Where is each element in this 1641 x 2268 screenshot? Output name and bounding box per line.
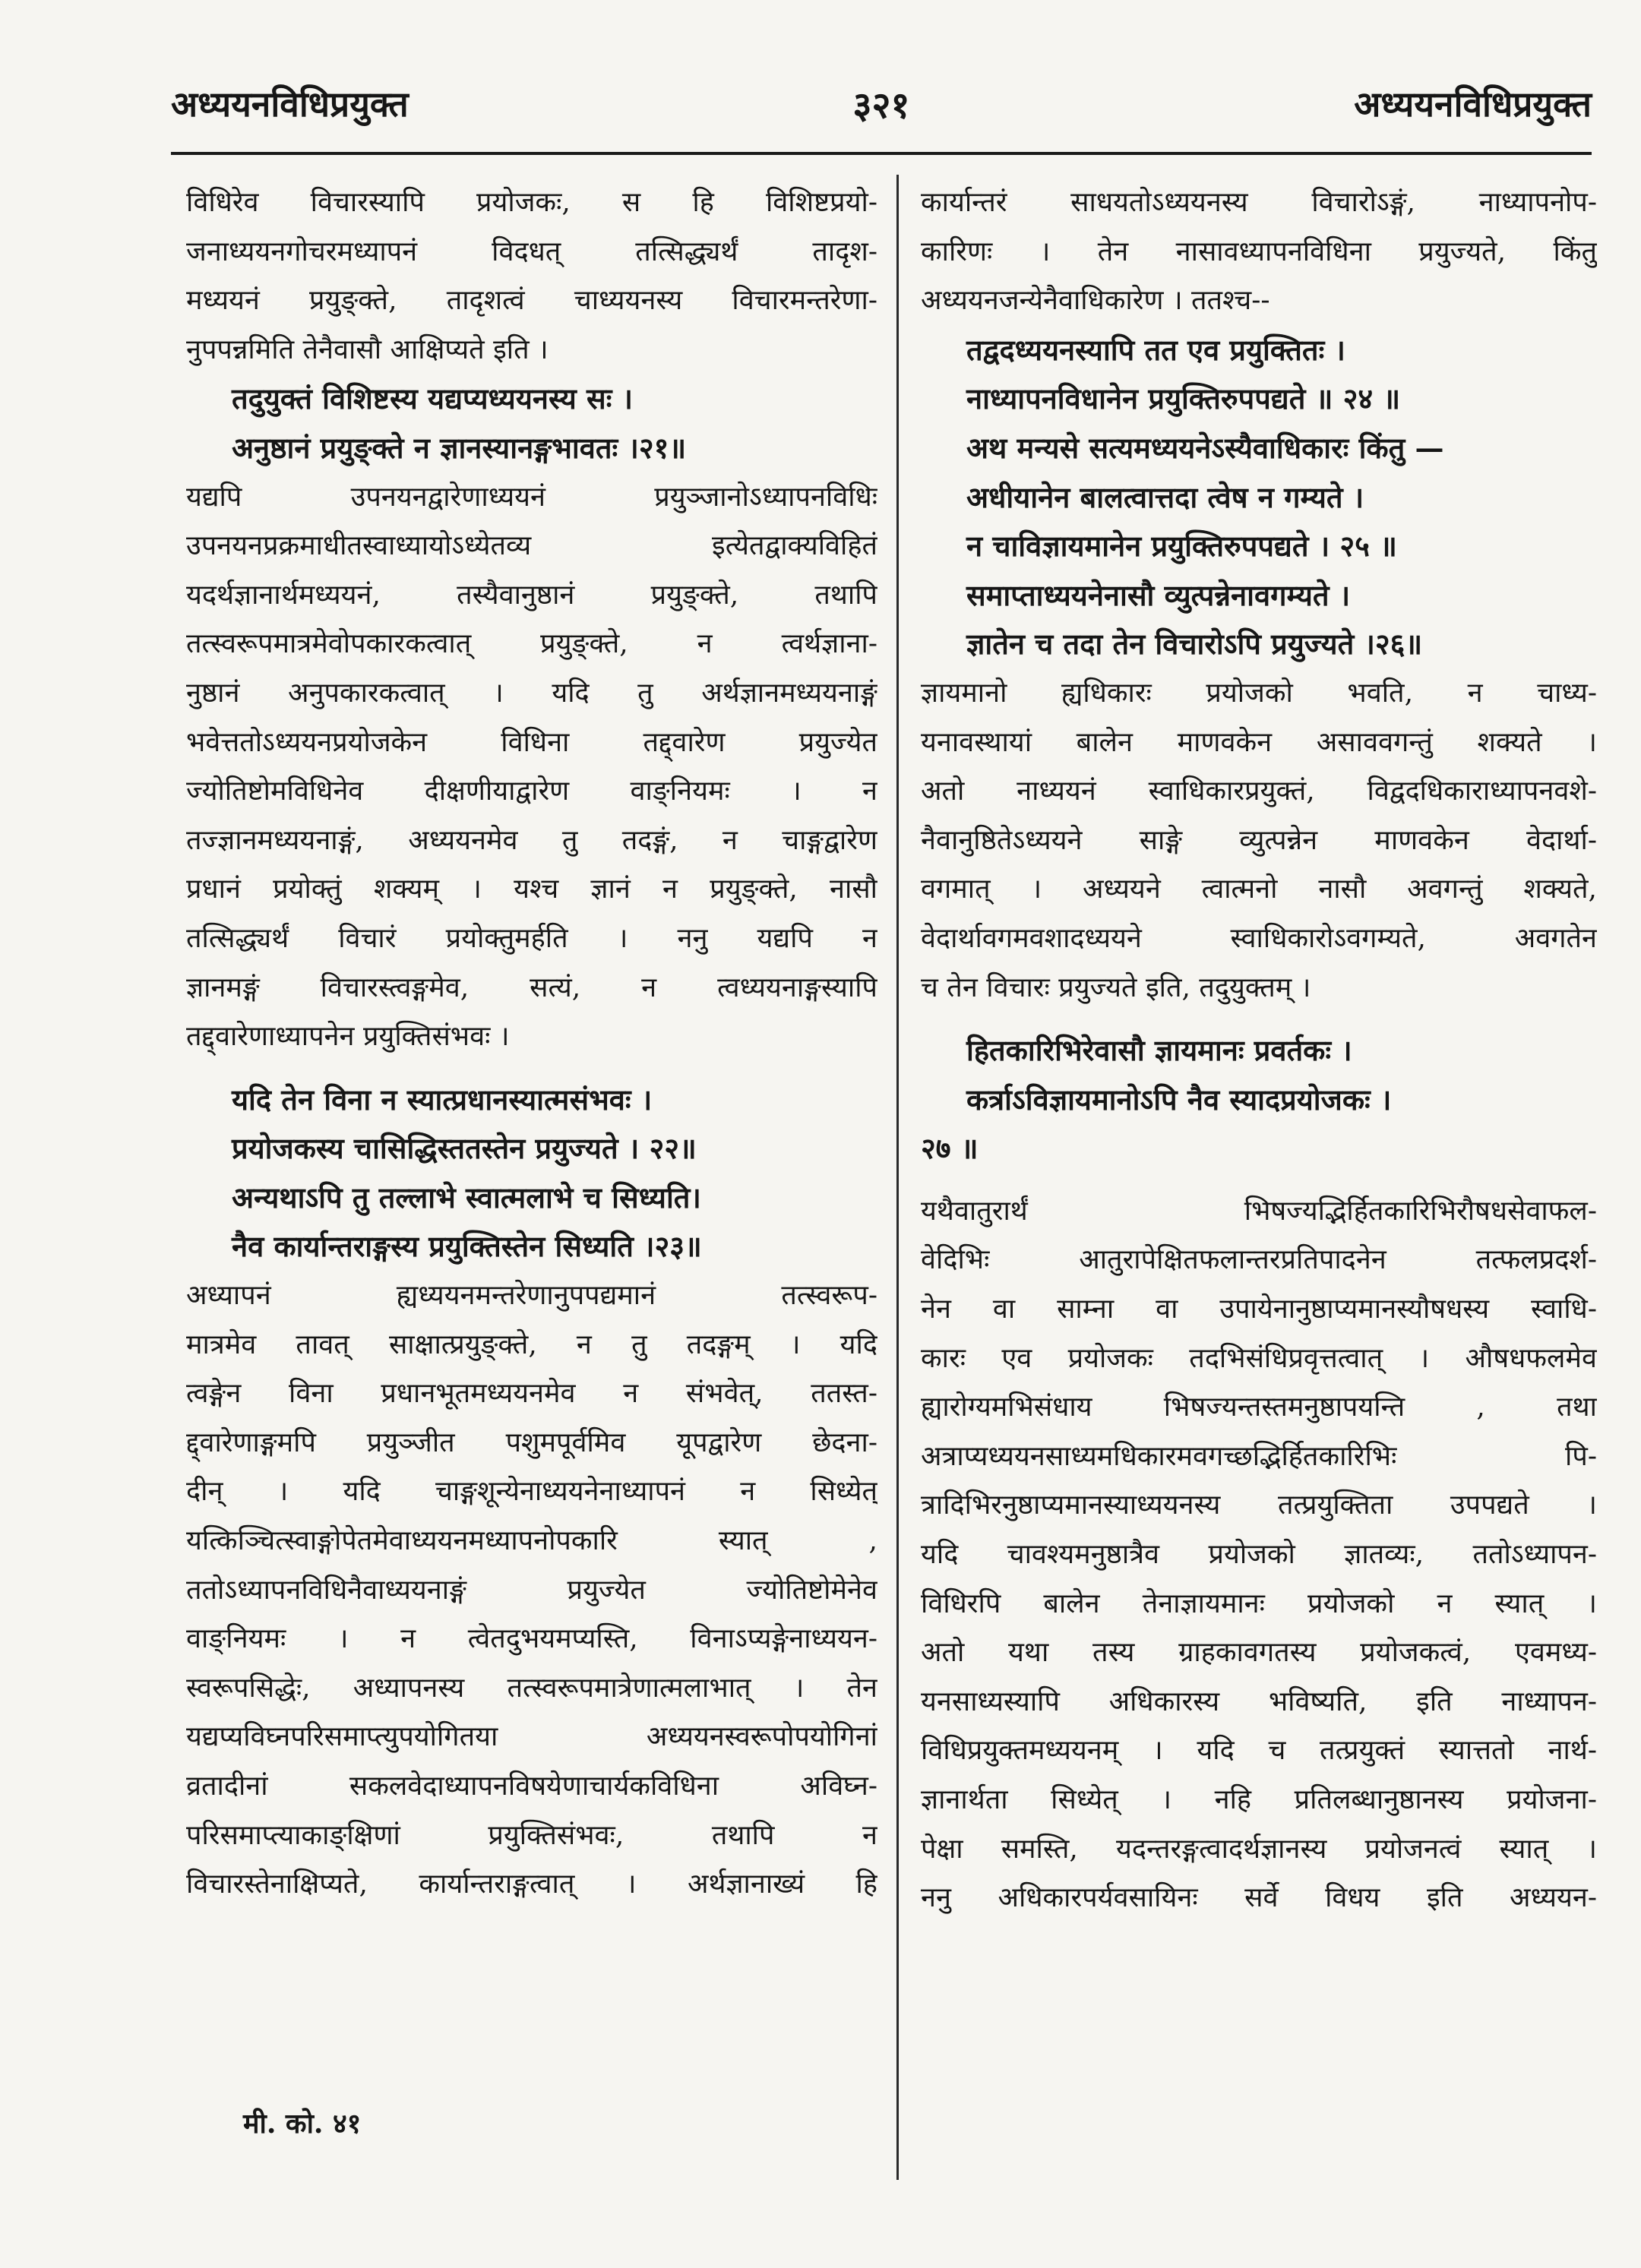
verse-line: अधीयानेन बालत्वात्तदा त्वेष न गम्यते । — [966, 479, 1364, 514]
text-line: यथैवातुरार्थं भिषज्यद्भिर्हितकारिभिरौषधसेवाफल- — [921, 1195, 1597, 1227]
text-line: व्रतादीनां सकलवेदाध्यापनविषयेणाचार्यकविधिना अविघ्न- — [186, 1770, 877, 1802]
text-line: विचारस्तेनाक्षिप्यते, कार्यान्तराङ्गत्वात् । अर्थज्ञानाख्यं हि — [186, 1868, 877, 1900]
verse-line: समाप्ताध्ययनेनासौ व्युत्पन्नेनावगम्यते । — [966, 577, 1351, 612]
text-line: विधिरेव विचारस्यापि प्रयोजकः, स हि विशिष्टप्रयो- — [186, 187, 877, 218]
text-line: ज्ञानमङ्गं विचारस्त्वङ्गमेव, सत्यं, न त्वध्ययनाङ्गस्यापि — [186, 971, 877, 1003]
verse-line: यदि तेन विना न स्यात्प्रधानस्यात्मसंभवः । — [232, 1082, 653, 1117]
text-line: नेन वा साम्ना वा उपायेनानुष्ठाप्यमानस्यौषधस्य स्वाधि- — [921, 1294, 1597, 1325]
paragraph-gap — [921, 1012, 1597, 1026]
verse-line: प्रयोजकस्य चासिद्धिस्ततस्तेन प्रयुज्यते । २२॥ — [232, 1131, 697, 1166]
text-line: द्द्वारेणाङ्गमपि प्रयुञ्जीत पशुमपूर्वमिव यूपद्वारेण छेदना- — [186, 1426, 877, 1458]
text-line: यदि चावश्यमनुष्ठात्रैव प्रयोजको ज्ञातव्यः, ततोऽध्यापन- — [921, 1539, 1597, 1571]
page-header — [171, 72, 1592, 141]
verse-line: कर्त्राऽविज्ञायमानोऽपि नैव स्यादप्रयोजकः । — [966, 1082, 1392, 1117]
verse-line: तदुयुक्तं विशिष्टस्य यद्यप्यध्ययनस्य सः । — [232, 381, 633, 416]
text-line: कार्यान्तरं साधयतोऽध्ययनस्य विचारोऽङ्गं, नाध्यापनोप- — [921, 187, 1597, 218]
paragraph-gap — [186, 1062, 877, 1076]
text-line: नुपपन्नमिति तेनैवासौ आक्षिप्यते इति । — [186, 333, 549, 365]
running-head-right: अध्ययनविधिप्रयुक्त — [1354, 84, 1592, 125]
text-line: ज्योतिष्टोमविधिनेव दीक्षणीयाद्वारेण वाङ्नियमः । न — [186, 775, 877, 807]
text-line: कारिणः । तेन नासावध्यापनविधिना प्रयुज्यते, किंतु — [921, 235, 1597, 267]
verse-line: अनुष्ठानं प्रयुङ्क्ते न ज्ञानस्यानङ्गभावतः ।२१॥ — [232, 430, 687, 465]
text-line: तज्ज्ञानमध्ययनाङ्गं, अध्ययनमेव तु तदङ्गं, न चाङ्गद्वारेण — [186, 824, 877, 856]
verse-line: तद्वदध्ययनस्यापि तत एव प्रयुक्तितः । — [966, 332, 1345, 367]
text-line: यत्किञ्चित्स्वाङ्गोपेतमेवाध्ययनमध्यापनोपकारि स्यात् , — [186, 1525, 877, 1557]
text-line: यनावस्थायां बालेन माणवकेन असाववगन्तुं शक्यते । — [921, 726, 1597, 758]
verse-line: हितकारिभिरेवासौ ज्ञायमानः प्रवर्तकः । — [966, 1033, 1352, 1068]
verse-line: अथ मन्यसे सत्यमध्ययनेऽस्यैवाधिकारः किंतु — — [966, 430, 1444, 465]
verse-line: अन्यथाऽपि तु तल्लाभे स्वात्मलाभे च सिध्यति। — [232, 1180, 701, 1215]
text-line: वगमात् । अध्ययने त्वात्मनो नासौ अवगन्तुं शक्यते, — [921, 873, 1597, 905]
text-line: यद्यप्यविघ्नपरिसमाप्त्युपयोगितया अध्ययनस्वरूपोपयोगिनां — [186, 1721, 877, 1753]
text-line: मात्रमेव तावत् साक्षात्प्रयुङ्क्ते, न तु तदङ्गम् । यदि — [186, 1328, 877, 1360]
text-line: तत्सिद्ध्यर्थं विचारं प्रयोक्तुमर्हति । ननु यद्यपि न — [186, 922, 877, 954]
text-line: वेदार्थावगमवशादध्ययने स्वाधिकारोऽवगम्यते, अवगतेन — [921, 922, 1597, 954]
text-line: प्रधानं प्रयोक्तुं शक्यम् । यश्च ज्ञानं न प्रयुङ्क्ते, नासौ — [186, 873, 877, 905]
text-line: यदर्थज्ञानार्थमध्ययनं, तस्यैवानुष्ठानं प्रयुङ्क्ते, तथापि — [186, 579, 877, 611]
text-line: ज्ञायमानो ह्यधिकारः प्रयोजको भवति, न चाध्य- — [921, 677, 1597, 709]
signature-mark: मी. को. ४१ — [243, 2108, 362, 2140]
text-line: अतो नाध्ययनं स्वाधिकारप्रयुक्तं, विद्वदधिकाराध्यापनवशे- — [921, 775, 1597, 807]
verse-line: ज्ञातेन च तदा तेन विचारोऽपि प्रयुज्यते ।२६॥ — [966, 627, 1423, 662]
text-line: अतो यथा तस्य ग्राहकावगतस्य प्रयोजकत्वं, एवमध्य- — [921, 1637, 1597, 1669]
column-divider — [896, 175, 899, 2180]
verse-line: नैव कार्यान्तराङ्गस्य प्रयुक्तिस्तेन सिध्यति ।२३॥ — [232, 1229, 702, 1264]
text-line: ज्ञानार्थता सिध्येत् । नहि प्रतिलब्धानुष्ठानस्य प्रयोजना- — [921, 1784, 1597, 1815]
text-line: यनसाध्यस्यापि अधिकारस्य भविष्यति, इति नाध्यापन- — [921, 1685, 1597, 1717]
verse-line: नाध्यापनविधानेन प्रयुक्तिरुपपद्यते ॥ २४ ॥ — [966, 381, 1401, 416]
verse-line: न चाविज्ञायमानेन प्रयुक्तिरुपपद्यते । २५ ॥ — [966, 529, 1397, 564]
text-line: दीन् । यदि चाङ्गशून्येनाध्ययनेनाध्यापनं न सिध्येत् — [186, 1476, 877, 1508]
text-line: अध्यापनं ह्यध्ययनमन्तरेणानुपपद्यमानं तत्स्वरूप- — [186, 1280, 877, 1312]
text-line: परिसमाप्त्याकाङ्क्षिणां प्रयुक्तिसंभवः, तथापि न — [186, 1819, 877, 1851]
text-line: अत्राप्यध्ययनसाध्यमधिकारमवगच्छद्भिर्हितकारिभिः पि- — [921, 1440, 1597, 1472]
text-line: स्वरूपसिद्धेः, अध्यापनस्य तत्स्वरूपमात्रेणात्मलाभात् । तेन — [186, 1672, 877, 1704]
page-number: ३२१ — [852, 84, 910, 127]
text-line: पेक्षा समस्ति, यदन्तरङ्गत्वादर्थज्ञानस्य प्रयोजनत्वं स्यात् । — [921, 1833, 1597, 1865]
text-line: उपनयनप्रक्रमाधीतस्वाध्यायोऽध्येतव्य इत्येतद्वाक्यविहितं — [186, 530, 877, 562]
text-line: अध्ययनजन्येनैवाधिकारेण । ततश्च-- — [921, 285, 1270, 317]
text-line: नैवानुष्ठितेऽध्ययने साङ्गे व्युत्पन्नेन माणवकेन वेदार्था- — [921, 824, 1597, 856]
text-line: तद्द्वारेणाध्यापनेन प्रयुक्तिसंभवः । — [186, 1021, 510, 1053]
paragraph-gap — [921, 1173, 1597, 1187]
text-line: तत्स्वरूपमात्रमेवोपकारकत्वात् प्रयुङ्क्ते, न त्वर्थज्ञाना- — [186, 628, 877, 660]
text-line: त्रादिभिरनुष्ठाप्यमानस्याध्ययनस्य तत्प्रयुक्तिता उपपद्यते । — [921, 1489, 1597, 1521]
text-line: वाङ्नियमः । न त्वेतदुभयमप्यस्ति, विनाऽप्यङ्गेनाध्ययन- — [186, 1623, 877, 1655]
text-line: त्वङ्गेन विना प्रधानभूतमध्ययनमेव न संभवेत्, ततस्त- — [186, 1378, 877, 1410]
text-line: च तेन विचारः प्रयुज्यते इति, तदुयुक्तम् । — [921, 971, 1311, 1003]
text-line: ततोऽध्यापनविधिनैवाध्ययनाङ्गं प्रयुज्येत ज्योतिष्टोमेनेव — [186, 1574, 877, 1606]
verse-number: २७ ॥ — [921, 1131, 979, 1166]
left-column — [186, 178, 877, 1909]
text-line: जनाध्ययनगोचरमध्यापनं विदधत् तत्सिद्ध्यर्थं तादृश- — [186, 235, 877, 267]
running-head-left: अध्ययनविधिप्रयुक्त — [171, 84, 409, 125]
header-rule — [171, 152, 1592, 155]
text-line: ननु अधिकारपर्यवसायिनः सर्वे विधय इति अध्ययन- — [921, 1882, 1597, 1914]
text-line: कारः एव प्रयोजकः तदभिसंधिप्रवृत्तत्वात् । औषधफलमेव — [921, 1342, 1597, 1374]
text-line: भवेत्ततोऽध्ययनप्रयोजकेन विधिना तद्द्वारेण प्रयुज्येत — [186, 726, 877, 758]
text-line: नुष्ठानं अनुपकारकत्वात् । यदि तु अर्थज्ञानमध्ययनाङ्गं — [186, 677, 877, 709]
text-line: विधिप्रयुक्तमध्ययनम् । यदि च तत्प्रयुक्तं स्यात्ततो नार्थ- — [921, 1735, 1597, 1767]
right-column — [921, 178, 1597, 1923]
text-line: विधिरपि बालेन तेनाज्ञायमानः प्रयोजको न स्यात् । — [921, 1587, 1597, 1619]
text-line: यद्यपि उपनयनद्वारेणाध्ययनं प्रयुञ्जानोऽध्यापनविधिः — [186, 481, 877, 513]
text-line: मध्ययनं प्रयुङ्क्ते, तादृशत्वं चाध्ययनस्य विचारमन्तरेणा- — [186, 285, 877, 317]
text-line: वेदिभिः आतुरापेक्षितफलान्तरप्रतिपादनेन तत्फलप्रदर्श- — [921, 1244, 1597, 1276]
text-line: ह्यारोग्यमभिसंधाय भिषज्यन्तस्तमनुष्ठापयन्ति , तथा — [921, 1391, 1597, 1423]
